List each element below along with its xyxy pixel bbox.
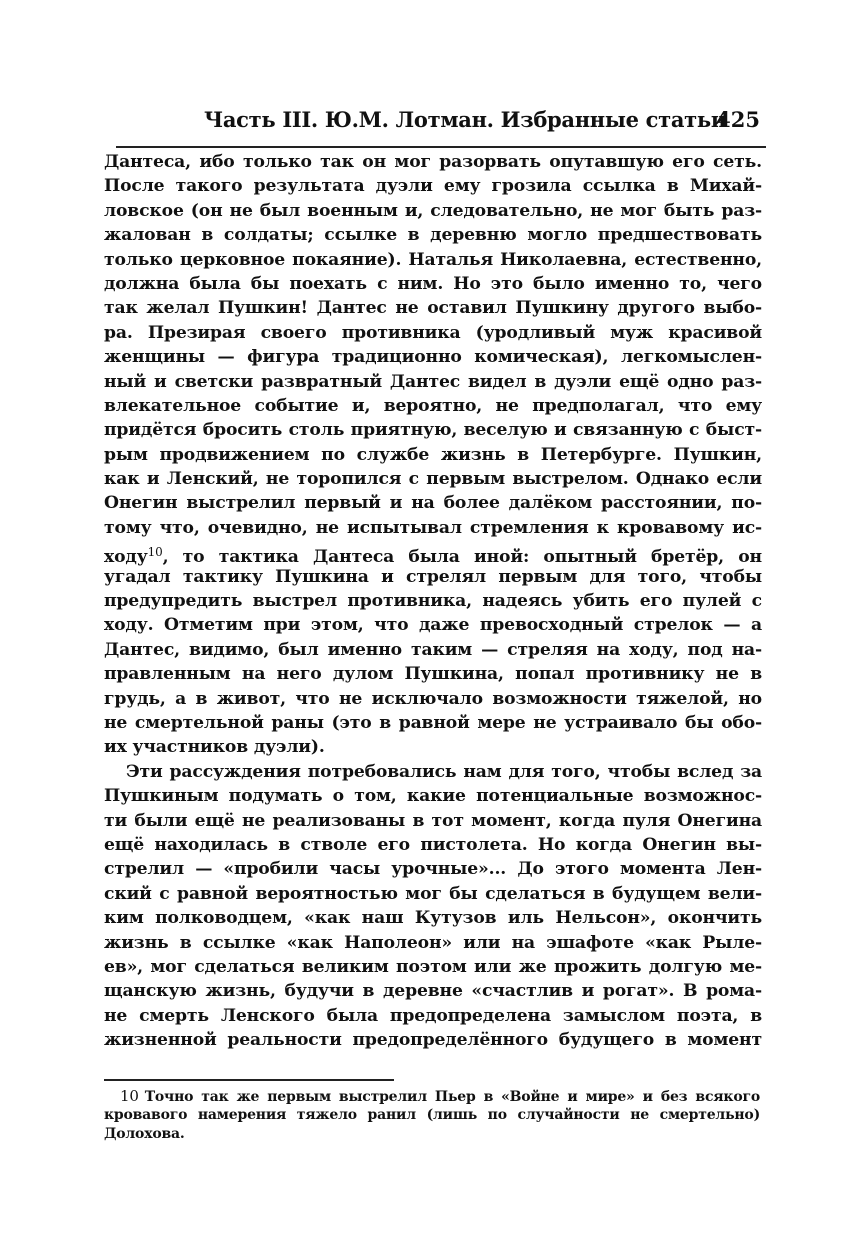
text-line: После такого результата дуэли ему грозила ссылка в Михай- [104, 176, 762, 197]
text-line: женщины — фигура традиционно комическая), легкомыслен- [104, 347, 762, 368]
text-line: рым продвижением по службе жизнь в Петербурге. Пушкин, [104, 444, 762, 465]
text-line: жизнь в ссылке «как Наполеон» или на эшафоте «как Рыле- [104, 932, 762, 953]
text-line: не смерть Ленского была предопределена замыслом поэта, в [104, 1005, 762, 1026]
text-line: ходу. Отметим при этом, что даже превосходный стрелок — а [104, 615, 762, 636]
footnote [104, 1087, 760, 1144]
text-line: как и Ленский, не торопился с первым выстрелом. Однако если [104, 469, 762, 490]
header-rule [116, 146, 766, 148]
text-line: не смертельной раны (это в равной мере не устраивало бы обо- [104, 712, 762, 733]
text-line: ловское (он не был военным и, следовательно, не мог быть раз- [104, 200, 762, 221]
text-line: предупредить выстрел противника, надеясь убить его пулей с [104, 591, 762, 612]
text-line-with-footnote [104, 540, 762, 568]
footnote-text: Точно так же первым выстрелил Пьер в «Войне и мире» и без всякого [144, 1089, 760, 1105]
page-number: 425 [716, 107, 760, 132]
text-line: ев», мог сделаться великим поэтом или же прожить долгую ме- [104, 956, 762, 977]
text-line: жизненной реальности предопределённого будущего в момент [104, 1030, 762, 1051]
header-title: Часть III. Ю.М. Лотман. Избранные статьи [204, 107, 727, 132]
footnote-line: кровавого намерения тяжело ранил (лишь по случайности не смертельно) [104, 1107, 760, 1123]
text-line: ный и светски развратный Дантес видел в дуэли ещё одно раз- [104, 371, 762, 392]
footnote-reference[interactable]: 10 [147, 545, 163, 560]
text-line: ещё находилась в стволе его пистолета. Но когда Онегин вы- [104, 834, 762, 855]
text-line: Онегин выстрелил первый и на более далёком расстоянии, по- [104, 493, 762, 514]
text-line: влекательное событие и, вероятно, не предполагал, что ему [104, 395, 762, 416]
text-line: должна была бы поехать с ним. Но это было именно то, чего [104, 273, 762, 294]
text-line: их участников дуэли). [104, 737, 325, 758]
text-line: правленным на него дулом Пушкина, попал противнику не в [104, 664, 762, 685]
text-line: только церковное покаяние). Наталья Николаевна, естественно, [104, 249, 762, 270]
text-line: Эти рассуждения потребовались нам для того, чтобы вслед за [126, 761, 762, 782]
text-line: Пушкиным подумать о том, какие потенциальные возможнос- [104, 786, 762, 807]
running-header [104, 107, 760, 141]
text-line: угадал тактику Пушкина и стрелял первым для того, чтобы [104, 566, 762, 587]
text-line: стрелил — «пробили часы урочные»... До этого момента Лен- [104, 859, 762, 880]
text-line: щанскую жизнь, будучи в деревне «счастлив и рогат». В рома- [104, 981, 762, 1002]
text-fragment: ходу [104, 547, 148, 568]
text-line: ра. Презирая своего противника (уродливый муж красивой [104, 322, 762, 343]
text-line: жалован в солдаты; ссылке в деревню могло предшествовать [104, 225, 762, 246]
text-line: Дантеса, ибо только так он мог разорвать опутавшую его сеть. [104, 152, 762, 172]
footnote-line [104, 1087, 760, 1106]
text-line: ский с равной вероятностью мог бы сделаться в будущем вели- [104, 883, 762, 904]
main-text [104, 150, 762, 1052]
text-line: так желал Пушкин! Дантес не оставил Пушкину другого выбо- [104, 298, 762, 319]
footnote-line: Долохова. [104, 1126, 185, 1142]
text-line: ким полководцем, «как наш Кутузов иль Нельсон», окончить [104, 908, 762, 929]
footnote-number: 10 [120, 1087, 139, 1105]
text-line: грудь, а в живот, что не исключало возможности тяжелой, но [104, 688, 762, 709]
text-fragment: , то тактика Дантеса была иной: опытный бретёр, он [162, 547, 762, 568]
text-line: придётся бросить столь приятную, веселую и связанную с быст- [104, 420, 762, 441]
text-line: ти были ещё не реализованы в тот момент, когда пуля Онегина [104, 810, 762, 831]
text-line: Дантес, видимо, был именно таким — стреляя на ходу, под на- [104, 639, 762, 660]
footnote-rule [104, 1079, 394, 1081]
text-line: тому что, очевидно, не испытывал стремления к кровавому ис- [104, 517, 762, 538]
